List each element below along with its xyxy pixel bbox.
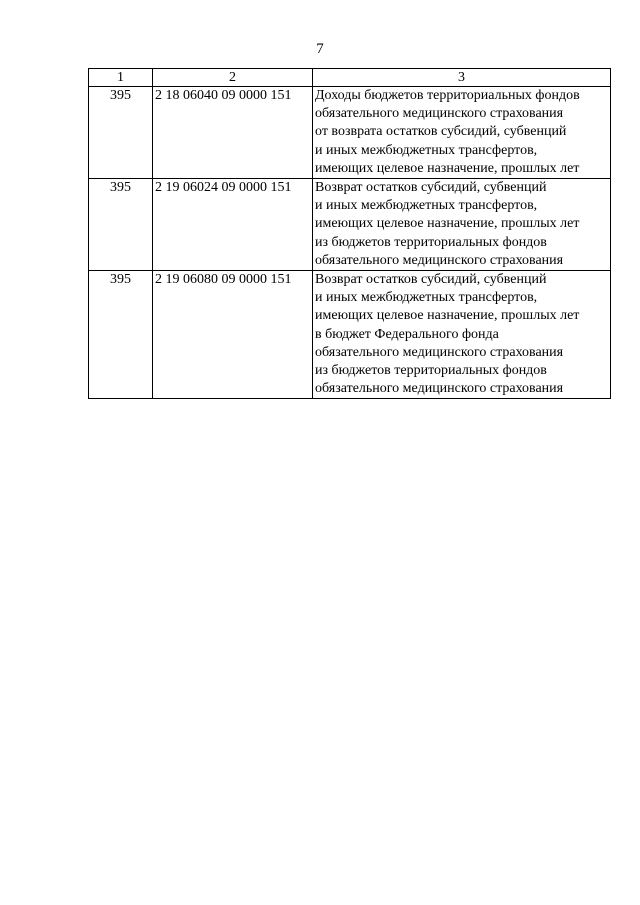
description-line: имеющих целевое назначение, прошлых лет bbox=[315, 308, 580, 324]
description-line: и иных межбюджетных трансфертов, bbox=[315, 198, 538, 214]
description-line: из бюджетов территориальных фондов bbox=[315, 234, 547, 250]
table-row bbox=[89, 87, 611, 179]
admin-code-cell: 395 bbox=[89, 87, 153, 179]
column-header-3: 3 bbox=[313, 69, 611, 87]
description-line: от возврата остатков субсидий, субвенций bbox=[315, 124, 567, 140]
budget-code-cell: 2 18 06040 09 0000 151 bbox=[153, 87, 313, 179]
description-line: обязательного медицинского страхования bbox=[315, 381, 564, 397]
description-cell bbox=[313, 87, 611, 179]
description-line: Возврат остатков субсидий, субвенций bbox=[315, 180, 547, 196]
table-header-row bbox=[89, 69, 611, 87]
description-line: имеющих целевое назначение, прошлых лет bbox=[315, 160, 580, 176]
description-cell bbox=[313, 179, 611, 271]
description-cell bbox=[313, 271, 611, 399]
column-header-2: 2 bbox=[153, 69, 313, 87]
table-row bbox=[89, 271, 611, 399]
page-number: 7 bbox=[316, 41, 324, 57]
budget-codes-table bbox=[88, 68, 611, 399]
admin-code-cell: 395 bbox=[89, 271, 153, 399]
budget-code-cell: 2 19 06080 09 0000 151 bbox=[153, 271, 313, 399]
description-line: и иных межбюджетных трансфертов, bbox=[315, 290, 538, 306]
description-line: обязательного медицинского страхования bbox=[315, 344, 564, 360]
description-line: обязательного медицинского страхования bbox=[315, 252, 564, 268]
description-line: Доходы бюджетов территориальных фондов bbox=[315, 88, 580, 103]
admin-code-cell: 395 bbox=[89, 179, 153, 271]
column-header-1: 1 bbox=[89, 69, 153, 87]
description-line: Возврат остатков субсидий, субвенций bbox=[315, 272, 547, 288]
table-row bbox=[89, 179, 611, 271]
description-line: обязательного медицинского страхования bbox=[315, 106, 564, 122]
description-line: из бюджетов территориальных фондов bbox=[315, 363, 547, 379]
description-line: и иных межбюджетных трансфертов, bbox=[315, 142, 538, 158]
budget-code-cell: 2 19 06024 09 0000 151 bbox=[153, 179, 313, 271]
description-line: в бюджет Федерального фонда bbox=[315, 326, 499, 342]
description-line: имеющих целевое назначение, прошлых лет bbox=[315, 216, 580, 232]
